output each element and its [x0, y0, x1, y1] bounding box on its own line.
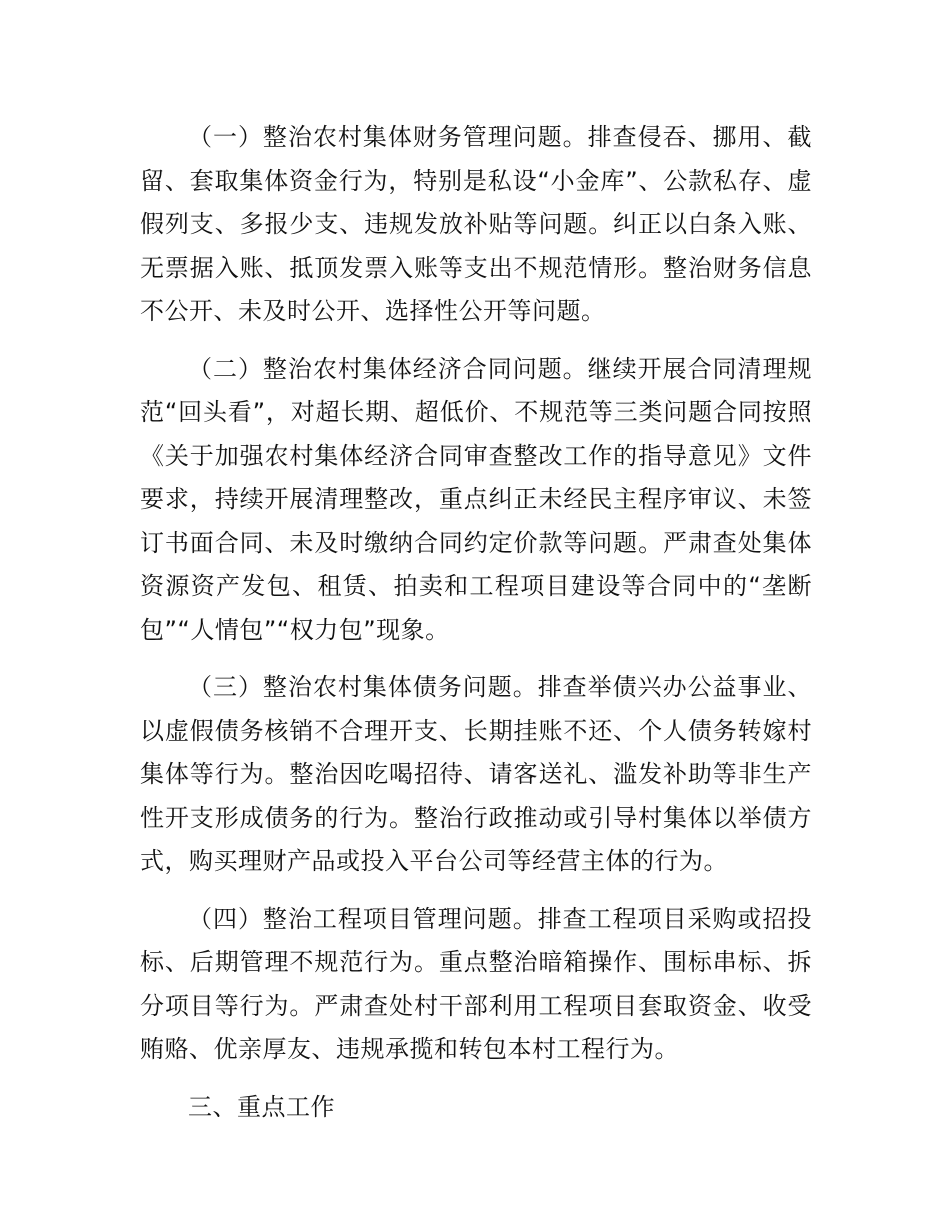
- paragraph-economic-contracts: （二）整治农村集体经济合同问题。继续开展合同清理规范“回头看”，对超长期、超低价、不规范等三类问题合同按照《关于加强农村集体经济合同审查整改工作的指导意见》文件要求，持续开展清理整改，重点纠正未经民主程序审议、未签订书面合同、未及时缴纳合同约定价款等问题。严肃查处集体资源资产发包、租赁、拍卖和工程项目建设等合同中的“垄断包”“人情包”“权力包”现象。: [140, 354, 812, 644]
- paragraph-collective-debt: （三）整治农村集体债务问题。排查举债兴办公益事业、以虚假债务核销不合理开支、长期挂账不还、个人债务转嫁村集体等行为。整治因吃喝招待、请客送礼、滥发补助等非生产性开支形成债务的行为。整治行政推动或引导村集体以举债方式，购买理财产品或投入平台公司等经营主体的行为。: [140, 673, 812, 875]
- document-body: [140, 116, 812, 1129]
- paragraph-financial-management: （一）整治农村集体财务管理问题。排查侵吞、挪用、截留、套取集体资金行为，特别是私设“小金库”、公款私存、虚假列支、多报少支、违规发放补贴等问题。纠正以白条入账、无票据入账、抵顶发票入账等支出不规范情形。整治财务信息不公开、未及时公开、选择性公开等问题。: [140, 123, 812, 325]
- section-heading-key-work: 三、重点工作: [188, 1092, 335, 1121]
- paragraph-project-management: （四）整治工程项目管理问题。排查工程项目采购或招投标、后期管理不规范行为。重点整治暗箱操作、围标串标、拆分项目等行为。严肃查处村干部利用工程项目套取资金、收受贿赂、优亲厚友、违规承揽和转包本村工程行为。: [140, 904, 812, 1063]
